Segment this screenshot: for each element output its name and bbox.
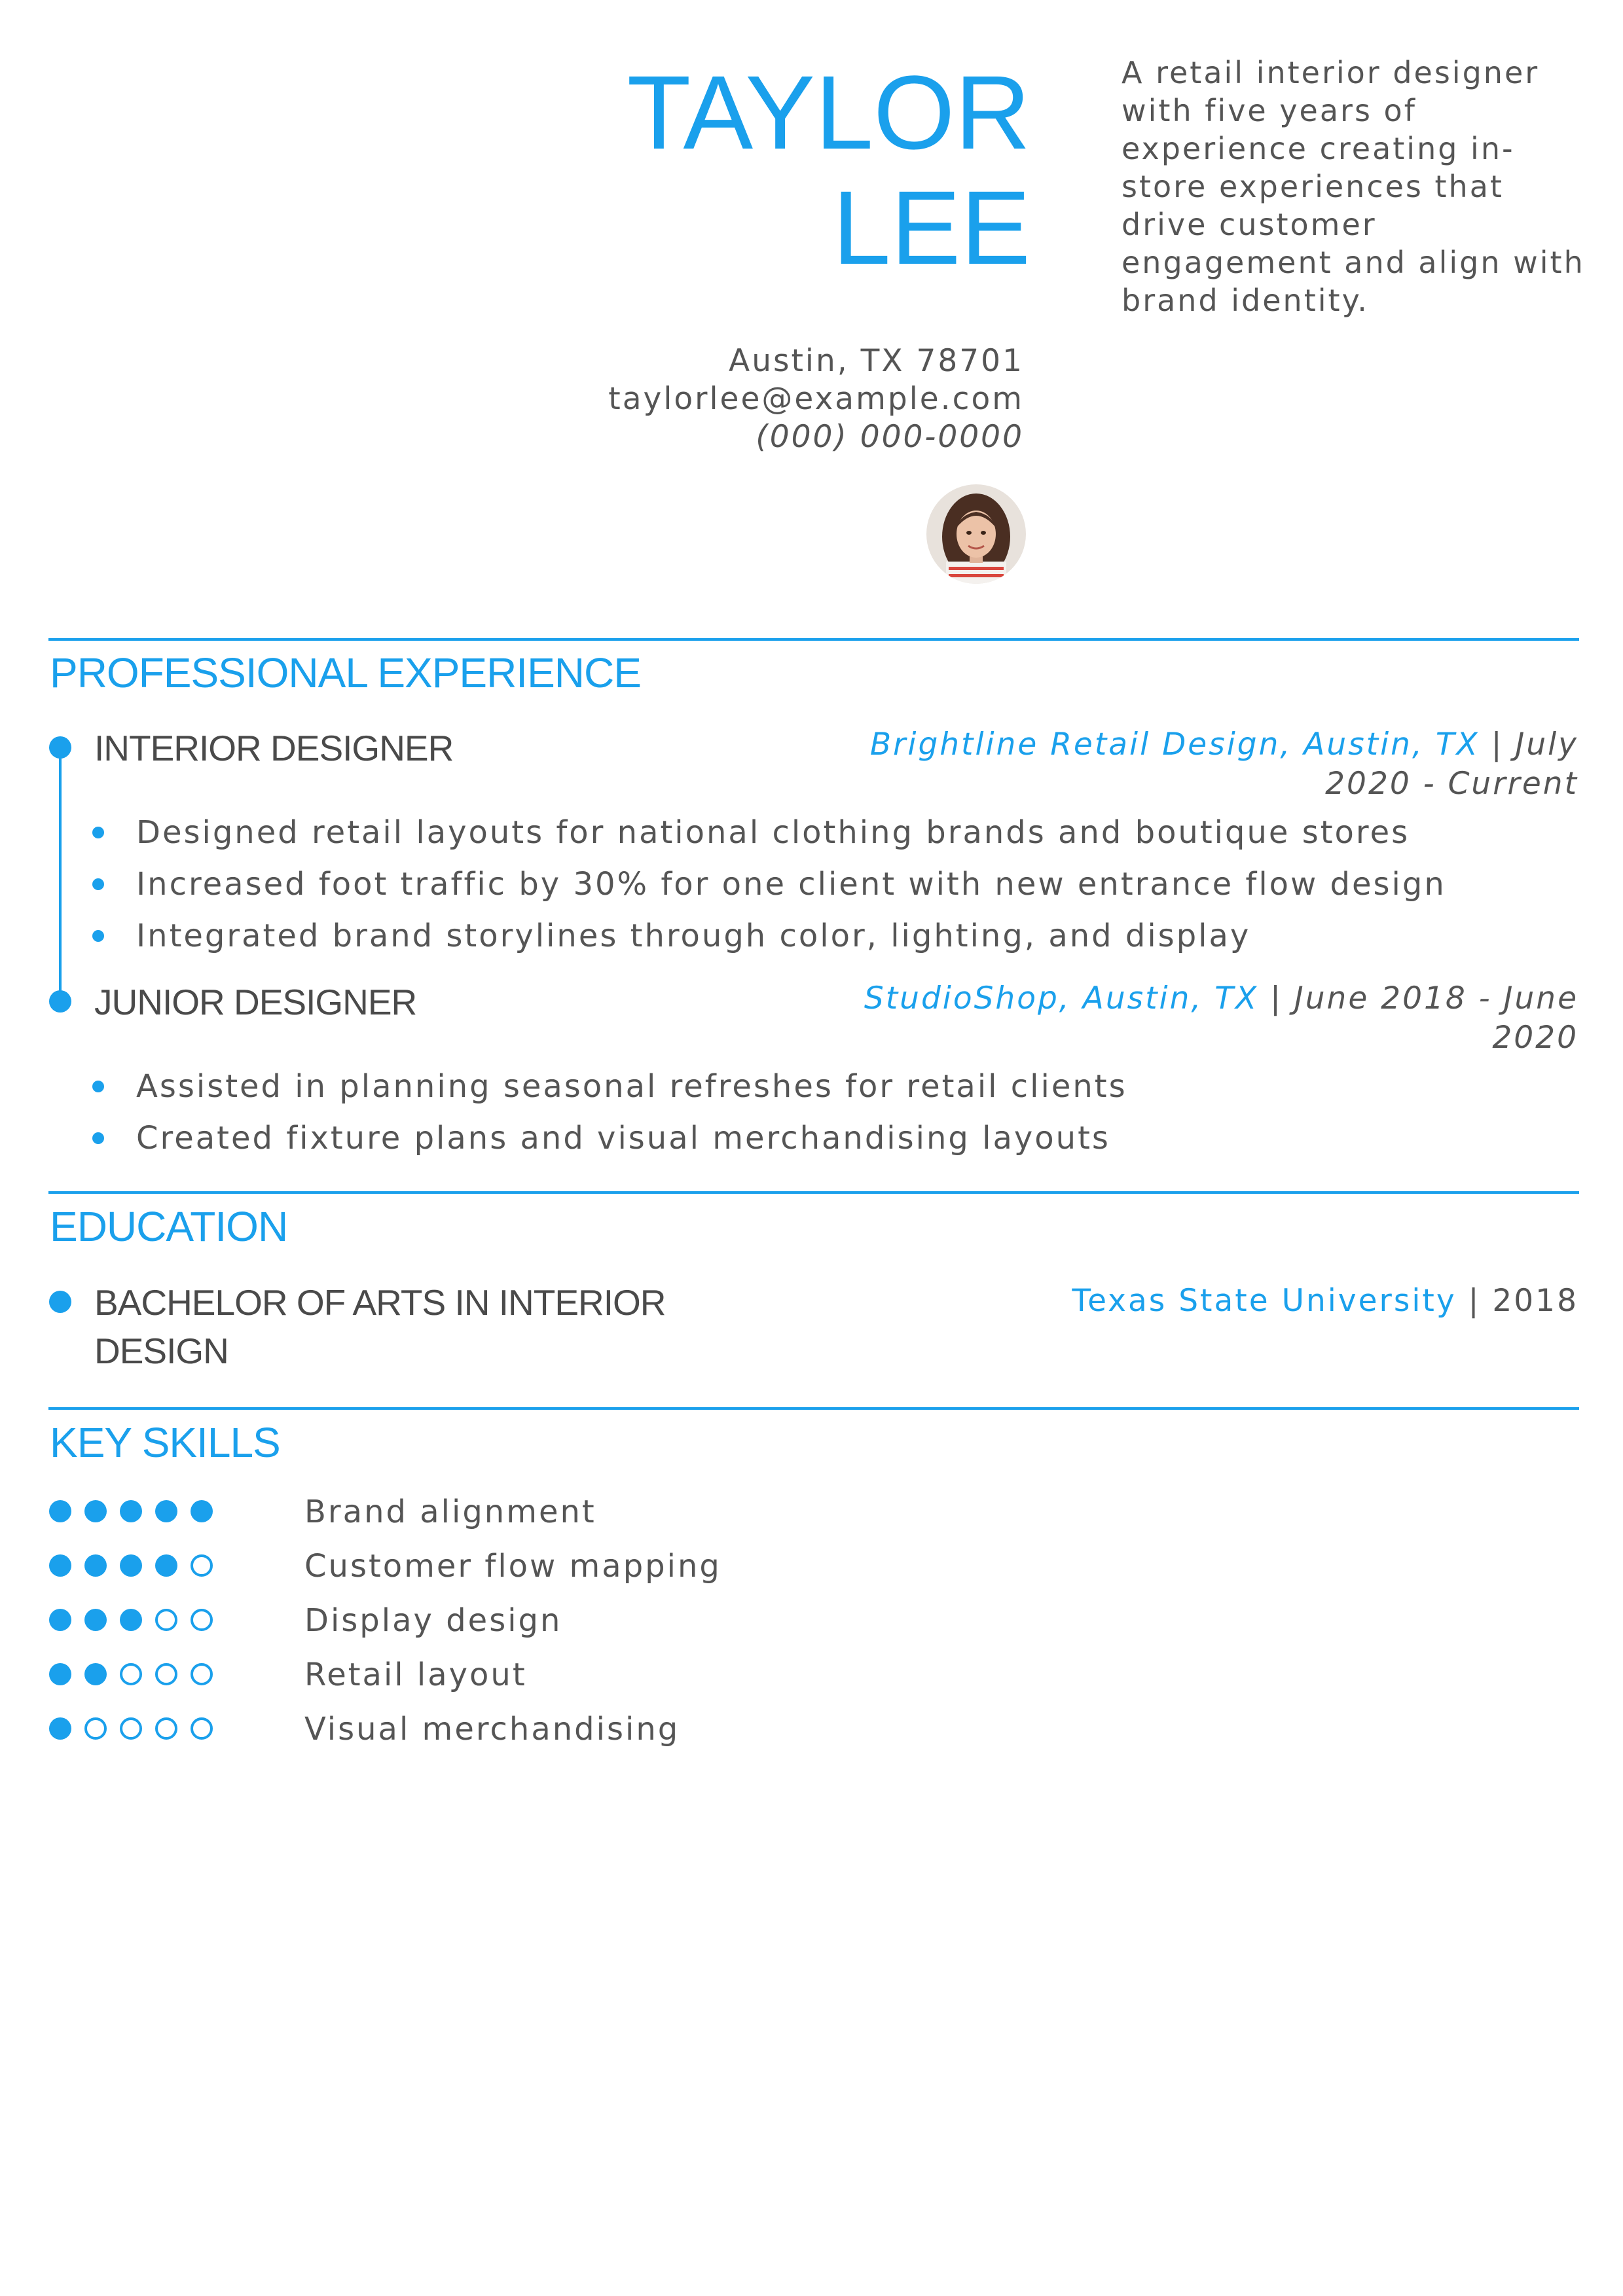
contact-location: Austin, TX 78701 — [729, 343, 1024, 379]
job-title: INTERIOR DESIGNER — [94, 728, 454, 768]
job-dates-continued: 2020 - Current — [1325, 766, 1578, 802]
rating-dot-empty — [84, 1717, 107, 1740]
rating-dot-empty — [191, 1554, 213, 1577]
contact-email: taylorlee@example.com — [608, 381, 1024, 417]
skill-name: Brand alignment — [304, 1494, 596, 1530]
rating-dot-empty — [120, 1717, 142, 1740]
education-meta — [1072, 1282, 1578, 1321]
skill-rating — [49, 1609, 213, 1631]
degree-name — [94, 1278, 666, 1375]
bullet-dot — [92, 827, 104, 838]
job-separator: | — [1479, 726, 1516, 762]
job-company: StudioShop, Austin, TX — [864, 980, 1259, 1016]
rating-dot-filled — [49, 1717, 71, 1740]
rating-dot-empty — [191, 1663, 213, 1685]
rating-dot-filled — [49, 1554, 71, 1577]
timeline-marker — [49, 990, 71, 1013]
job-dates-continued: 2020 — [1492, 1020, 1578, 1056]
job-bullet: Assisted in planning seasonal refreshes for retail clients — [136, 1068, 1127, 1105]
job-company: Brightline Retail Design, Austin, TX — [869, 726, 1480, 762]
bullet-dot — [92, 1132, 104, 1144]
rating-dot-filled — [49, 1609, 71, 1631]
rating-dot-filled — [49, 1663, 71, 1685]
bullet-dot — [92, 878, 104, 890]
job-meta — [864, 979, 1578, 1058]
school-name: Texas State University — [1072, 1283, 1457, 1319]
job-dates: July — [1515, 726, 1578, 762]
degree-line: BACHELOR OF ARTS IN INTERIOR — [94, 1282, 666, 1323]
rating-dot-empty — [155, 1663, 177, 1685]
skill-name: Display design — [304, 1602, 562, 1639]
education-separator: | — [1456, 1283, 1493, 1319]
job-bullet: Increased foot traffic by 30% for one client with new entrance flow design — [136, 866, 1446, 903]
profile-photo — [926, 484, 1026, 584]
section-divider — [48, 1407, 1579, 1410]
section-divider — [48, 1191, 1579, 1194]
job-bullet: Created fixture plans and visual merchandising layouts — [136, 1120, 1110, 1157]
skill-name: Visual merchandising — [304, 1711, 680, 1748]
job-dates: June 2018 - June — [1294, 980, 1578, 1016]
first-name: TAYLOR — [627, 54, 1030, 171]
job-bullet: Integrated brand storylines through color, lighting, and display — [136, 918, 1251, 954]
skill-name: Retail layout — [304, 1657, 527, 1693]
section-title-experience: PROFESSIONAL EXPERIENCE — [50, 649, 641, 696]
rating-dot-empty — [191, 1609, 213, 1631]
rating-dot-empty — [120, 1663, 142, 1685]
rating-dot-empty — [191, 1717, 213, 1740]
rating-dot-filled — [155, 1554, 177, 1577]
rating-dot-filled — [155, 1500, 177, 1522]
section-title-skills: KEY SKILLS — [50, 1419, 280, 1466]
skill-rating — [49, 1500, 213, 1522]
rating-dot-filled — [120, 1609, 142, 1631]
rating-dot-empty — [155, 1609, 177, 1631]
contact-phone: (000) 000-0000 — [756, 419, 1024, 455]
rating-dot-filled — [191, 1500, 213, 1522]
job-bullet: Designed retail layouts for national clothing brands and boutique stores — [136, 814, 1410, 851]
skill-rating — [49, 1554, 213, 1577]
graduation-year: 2018 — [1492, 1283, 1578, 1319]
bullet-dot — [92, 930, 104, 942]
job-title: JUNIOR DESIGNER — [94, 982, 417, 1022]
job-meta — [870, 725, 1578, 804]
professional-summary: A retail interior designer with five years of experience creating in-store experiences that drive customer engagement and align with brand identity. — [1122, 55, 1585, 318]
section-divider — [48, 638, 1579, 641]
rating-dot-filled — [84, 1663, 107, 1685]
skill-name: Customer flow mapping — [304, 1548, 721, 1585]
education-marker — [49, 1291, 71, 1313]
timeline-line — [59, 747, 62, 1001]
avatar — [926, 484, 1026, 584]
job-separator: | — [1258, 980, 1294, 1016]
last-name: LEE — [832, 169, 1030, 286]
rating-dot-filled — [49, 1500, 71, 1522]
rating-dot-filled — [84, 1500, 107, 1522]
rating-dot-empty — [155, 1717, 177, 1740]
rating-dot-filled — [120, 1554, 142, 1577]
rating-dot-filled — [84, 1554, 107, 1577]
rating-dot-filled — [84, 1609, 107, 1631]
degree-line: DESIGN — [94, 1331, 228, 1371]
rating-dot-filled — [120, 1500, 142, 1522]
bullet-dot — [92, 1081, 104, 1092]
section-title-education: EDUCATION — [50, 1203, 288, 1250]
skill-rating — [49, 1717, 213, 1740]
timeline-marker — [49, 736, 71, 759]
skill-rating — [49, 1663, 213, 1685]
